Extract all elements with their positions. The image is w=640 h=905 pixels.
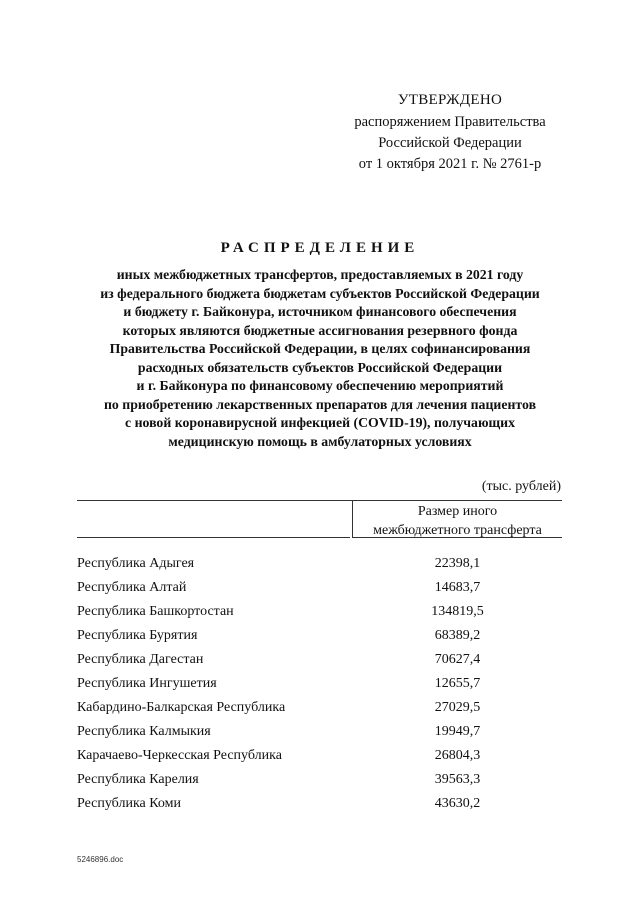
transfer-amount: 27029,5 xyxy=(434,700,481,715)
approval-line: от 1 октября 2021 г. № 2761-р xyxy=(358,156,542,172)
region-name: Республика Калмыкия xyxy=(77,724,211,739)
region-name: Карачаево-Черкесская Республика xyxy=(77,748,282,763)
approval-block xyxy=(330,90,570,175)
table-row xyxy=(77,624,562,648)
table-header xyxy=(77,500,562,538)
subtitle-line: медицинскую помощь в амбулаторных условиях xyxy=(168,433,472,449)
table-row xyxy=(77,792,562,816)
column-header-amount xyxy=(353,502,562,540)
transfer-amount: 43630,2 xyxy=(434,796,481,811)
table-row xyxy=(77,648,562,672)
region-name: Республика Адыгея xyxy=(77,556,195,571)
region-name: Республика Коми xyxy=(77,796,181,811)
subtitle-line: которых являются бюджетные ассигнования резервного фонда xyxy=(122,322,518,338)
units-label: (тыс. рублей) xyxy=(481,479,561,494)
approval-stamp: УТВЕРЖДЕНО xyxy=(397,92,503,108)
region-name: Республика Ингушетия xyxy=(77,676,217,691)
transfer-amount: 70627,4 xyxy=(434,652,481,667)
subtitle-line: из федерального бюджета бюджетам субъектов Российской Федерации xyxy=(100,285,540,301)
region-name: Республика Башкортостан xyxy=(77,604,234,619)
transfer-amount: 12655,7 xyxy=(434,676,481,691)
document-subtitle xyxy=(40,266,600,451)
subtitle-line: расходных обязательств субъектов Российской Федерации xyxy=(137,359,503,375)
table-row xyxy=(77,600,562,624)
column-header-line: межбюджетного трансферта xyxy=(373,523,542,538)
subtitle-line: по приобретению лекарственных препаратов для лечения пациентов xyxy=(103,396,537,412)
subtitle-line: и г. Байконура по финансовому обеспечению мероприятий xyxy=(136,378,504,393)
transfer-amount: 68389,2 xyxy=(434,628,481,643)
table-rule xyxy=(77,537,350,538)
column-header-line: Размер иного xyxy=(417,504,498,519)
region-name: Кабардино-Балкарская Республика xyxy=(77,700,286,715)
subtitle-line: и бюджету г. Байконура, источником финансового обеспечения xyxy=(123,304,517,319)
table-row xyxy=(77,720,562,744)
approval-line: распоряжением Правительства xyxy=(354,114,546,130)
table-rule xyxy=(77,500,562,501)
region-name: Республика Бурятия xyxy=(77,628,198,643)
subtitle-line: иных межбюджетных трансфертов, предоставляемых в 2021 году xyxy=(116,267,524,282)
table-row xyxy=(77,768,562,792)
table-row xyxy=(77,576,562,600)
subtitle-line: Правительства Российской Федерации, в целях софинансирования xyxy=(109,341,531,356)
transfer-amount: 14683,7 xyxy=(434,580,481,595)
transfer-amount: 22398,1 xyxy=(434,556,481,571)
table-row xyxy=(77,672,562,696)
approval-line: Российской Федерации xyxy=(378,135,522,151)
transfer-amount: 39563,3 xyxy=(434,772,481,787)
subtitle-line: с новой коронавирусной инфекцией (COVID-19), получающих xyxy=(125,415,515,430)
file-reference: 5246896.doc xyxy=(77,855,124,864)
table-row xyxy=(77,744,562,768)
transfer-amount: 26804,3 xyxy=(434,748,481,763)
transfer-amount: 134819,5 xyxy=(431,604,484,619)
table-row xyxy=(77,552,562,576)
region-name: Республика Дагестан xyxy=(77,652,204,667)
table-row xyxy=(77,696,562,720)
transfer-amount: 19949,7 xyxy=(434,724,481,739)
document-title: РАСПРЕДЕЛЕНИЕ xyxy=(220,240,420,256)
region-name: Республика Алтай xyxy=(77,580,187,595)
region-name: Республика Карелия xyxy=(77,772,199,787)
table-body xyxy=(77,552,562,816)
